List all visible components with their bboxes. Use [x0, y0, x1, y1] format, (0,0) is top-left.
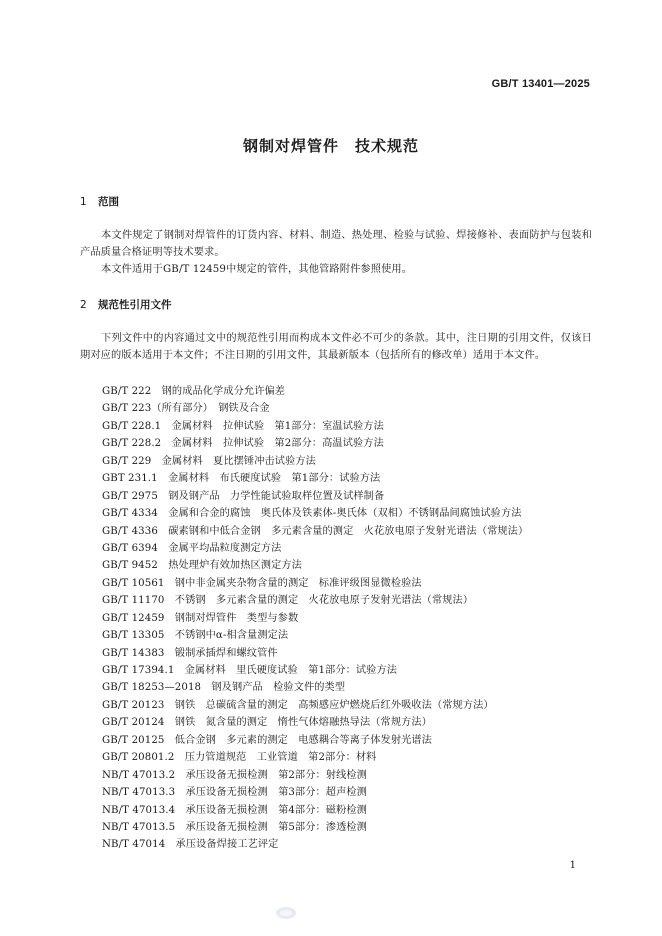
scope-paragraph-1: 本文件规定了钢制对焊管件的订货内容、材料、制造、热处理、检验与试验、焊接修补、表面防护与包装和产品质量合格证明等技术要求。 — [80, 230, 592, 258]
page-number: 1 — [569, 860, 576, 871]
reference-item: GB/T 228.1 金属材料 拉伸试验 第1部分：室温试验方法 — [102, 420, 384, 432]
reference-item: NB/T 47013.2 承压设备无损检测 第2部分：射线检测 — [102, 769, 367, 781]
reference-item: NB/T 47013.5 承压设备无损检测 第5部分：渗透检测 — [102, 821, 367, 833]
reference-item: GB/T 4334 金属和合金的腐蚀 奥氏体及铁素体-奥氏体（双相）不锈钢晶间腐蚀试验方法 — [102, 508, 522, 520]
section-number: 2 — [80, 299, 87, 311]
reference-item: GB/T 11170 不锈钢 多元素含量的测定 火花放电原子发射光谱法（常规法） — [102, 595, 474, 607]
references-intro-paragraph: 下列文件中的内容通过文中的规范性引用而构成本文件必不可少的条款。其中，注日期的引用文件，仅该日期对应的版本适用于本文件；不注日期的引用文件，其最新版本（包括所有的修改单）适用于本文件。 — [80, 333, 592, 361]
watermark-logo — [275, 906, 297, 920]
reference-item: NB/T 47013.3 承压设备无损检测 第3部分：超声检测 — [102, 787, 367, 799]
document-number: GB/T 13401—2025 — [491, 78, 590, 90]
reference-item: GB/T 9452 热处理炉有效加热区测定方法 — [102, 560, 302, 572]
reference-item: GB/T 14383 锻制承插焊和螺纹管件 — [102, 647, 278, 659]
reference-item: GBT 231.1 金属材料 布氏硬度试验 第1部分：试验方法 — [102, 473, 381, 485]
section-title: 规范性引用文件 — [98, 299, 172, 311]
section-title: 范围 — [98, 196, 119, 208]
reference-item: GB/T 20125 低合金钢 多元素的测定 电感耦合等离子体发射光谱法 — [102, 734, 432, 746]
reference-item: GB/T 12459 钢制对焊管件 类型与参数 — [102, 612, 299, 624]
reference-item: GB/T 223（所有部分） 钢铁及合金 — [102, 403, 270, 415]
reference-list — [102, 383, 602, 854]
reference-item: GB/T 20123 钢铁 总碳硫含量的测定 高频感应炉燃烧后红外吸收法（常规方法） — [102, 699, 494, 711]
section-number: 1 — [80, 196, 87, 208]
reference-item: GB/T 20801.2 压力管道规范 工业管道 第2部分：材料 — [102, 752, 377, 764]
reference-item: GB/T 2975 钢及钢产品 力学性能试验取样位置及试样制备 — [102, 490, 385, 502]
scope-paragraph-2: 本文件适用于GB/T 12459中规定的管件，其他管路附件参照使用。 — [101, 264, 413, 275]
reference-item: GB/T 222 钢的成品化学成分允许偏差 — [102, 386, 286, 397]
reference-item: GB/T 6394 金属平均晶粒度测定方法 — [102, 542, 282, 554]
reference-item: GB/T 4336 碳素钢和中低合金钢 多元素含量的测定 火花放电原子发射光谱法（常规法） — [102, 525, 529, 537]
reference-item: GB/T 17394.1 金属材料 里氏硬度试验 第1部分：试验方法 — [102, 665, 398, 676]
reference-item: GB/T 13305 不锈钢中α-相含量测定法 — [102, 630, 289, 642]
reference-item: GB/T 228.2 金属材料 拉伸试验 第2部分：高温试验方法 — [102, 438, 384, 450]
reference-item: GB/T 229 金属材料 夏比摆锤冲击试验方法 — [102, 455, 316, 467]
section-heading-normative-references — [80, 297, 172, 312]
document-title: 钢制对焊管件 技术规范 — [242, 137, 419, 155]
section-heading-scope — [80, 194, 119, 209]
reference-item: GB/T 20124 钢铁 氮含量的测定 惰性气体熔融热导法（常规方法） — [102, 717, 432, 729]
reference-item: NB/T 47014 承压设备焊接工艺评定 — [102, 839, 279, 851]
reference-item: NB/T 47013.4 承压设备无损检测 第4部分：磁粉检测 — [102, 804, 367, 816]
reference-item: GB/T 18253—2018 钢及钢产品 检验文件的类型 — [102, 682, 346, 694]
reference-item: GB/T 10561 钢中非金属夹杂物含量的测定 标准评级图显微检验法 — [102, 577, 422, 589]
